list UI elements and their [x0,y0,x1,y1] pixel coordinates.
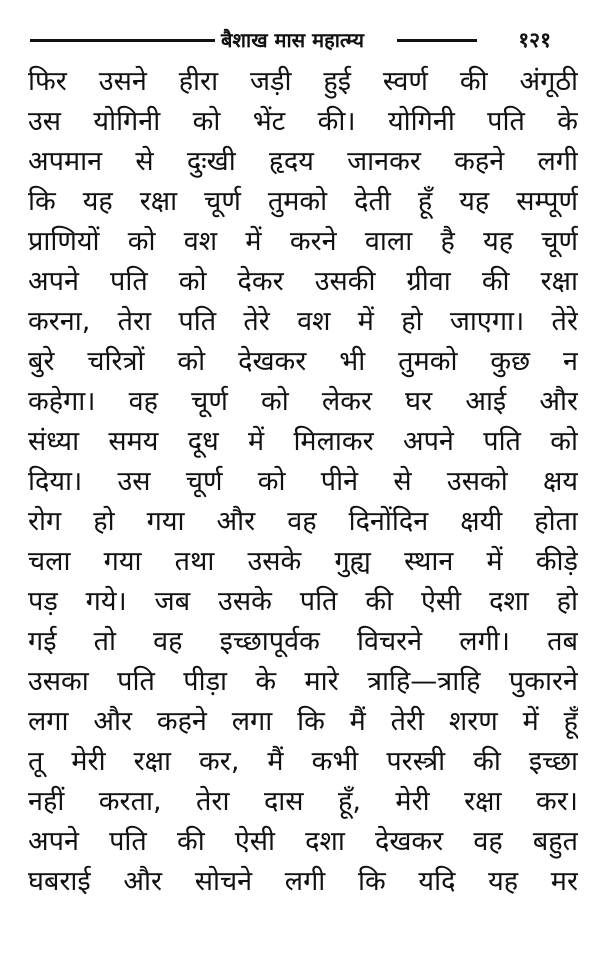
text-line: कहेगा। वह चूर्ण को लेकर घर आई और [28,386,578,417]
text-line: पड़ गये। जब उसके पति की ऐसी दशा हो [28,586,578,617]
text-line: फिर उसने हीरा जड़ी हुई स्वर्ण की अंगूठी [28,66,578,97]
text-line: उस योगिनी को भेंट की। योगिनी पति के [28,106,578,137]
text-line: दिया। उस चूर्ण को पीने से उसको क्षय [28,466,578,497]
text-line: अपने पति की ऐसी दशा देखकर वह बहुत [28,826,578,857]
text-line: चला गया तथा उसके गुह्य स्थान में कीड़े [28,546,578,577]
running-title: बैशाख मास महात्म्य [221,28,365,52]
text-line: नहीं करता, तेरा दास हूँ, मेरी रक्षा कर। [28,786,578,817]
page-header [25,24,575,56]
text-line: गई तो वह इच्छापूर्वक विचरने लगी। तब [28,626,578,657]
text-line: रोग हो गया और वह दिनोंदिन क्षयी होता [28,506,578,537]
text-line: कि यह रक्षा चूर्ण तुमको देती हूँ यह सम्पूर्ण [28,186,578,217]
text-line: लगा और कहने लगा कि मैं तेरी शरण में हूँ [28,706,578,737]
text-line: उसका पति पीड़ा के मारे त्राहि—त्राहि पुकारने [28,666,578,697]
text-line: अपमान से दुःखी हृदय जानकर कहने लगी [28,146,578,177]
page-number: १२१ [518,28,551,52]
text-line: घबराई और सोचने लगी कि यदि यह मर [28,866,578,897]
header-rule-right [397,39,477,42]
header-rule-left [30,39,215,42]
text-line: अपने पति को देकर उसकी ग्रीवा की रक्षा [28,266,578,297]
text-line: करना, तेरा पति तेरे वश में हो जाएगा। तेरे [28,306,578,337]
text-line: संध्या समय दूध में मिलाकर अपने पति को [28,426,578,457]
text-line: बुरे चरित्रों को देखकर भी तुमको कुछ न [28,346,578,377]
body-text [28,62,578,902]
text-line: तू मेरी रक्षा कर, मैं कभी परस्त्री की इच्छा [28,746,578,777]
text-line: प्राणियों को वश में करने वाला है यह चूर्ण [28,226,578,257]
